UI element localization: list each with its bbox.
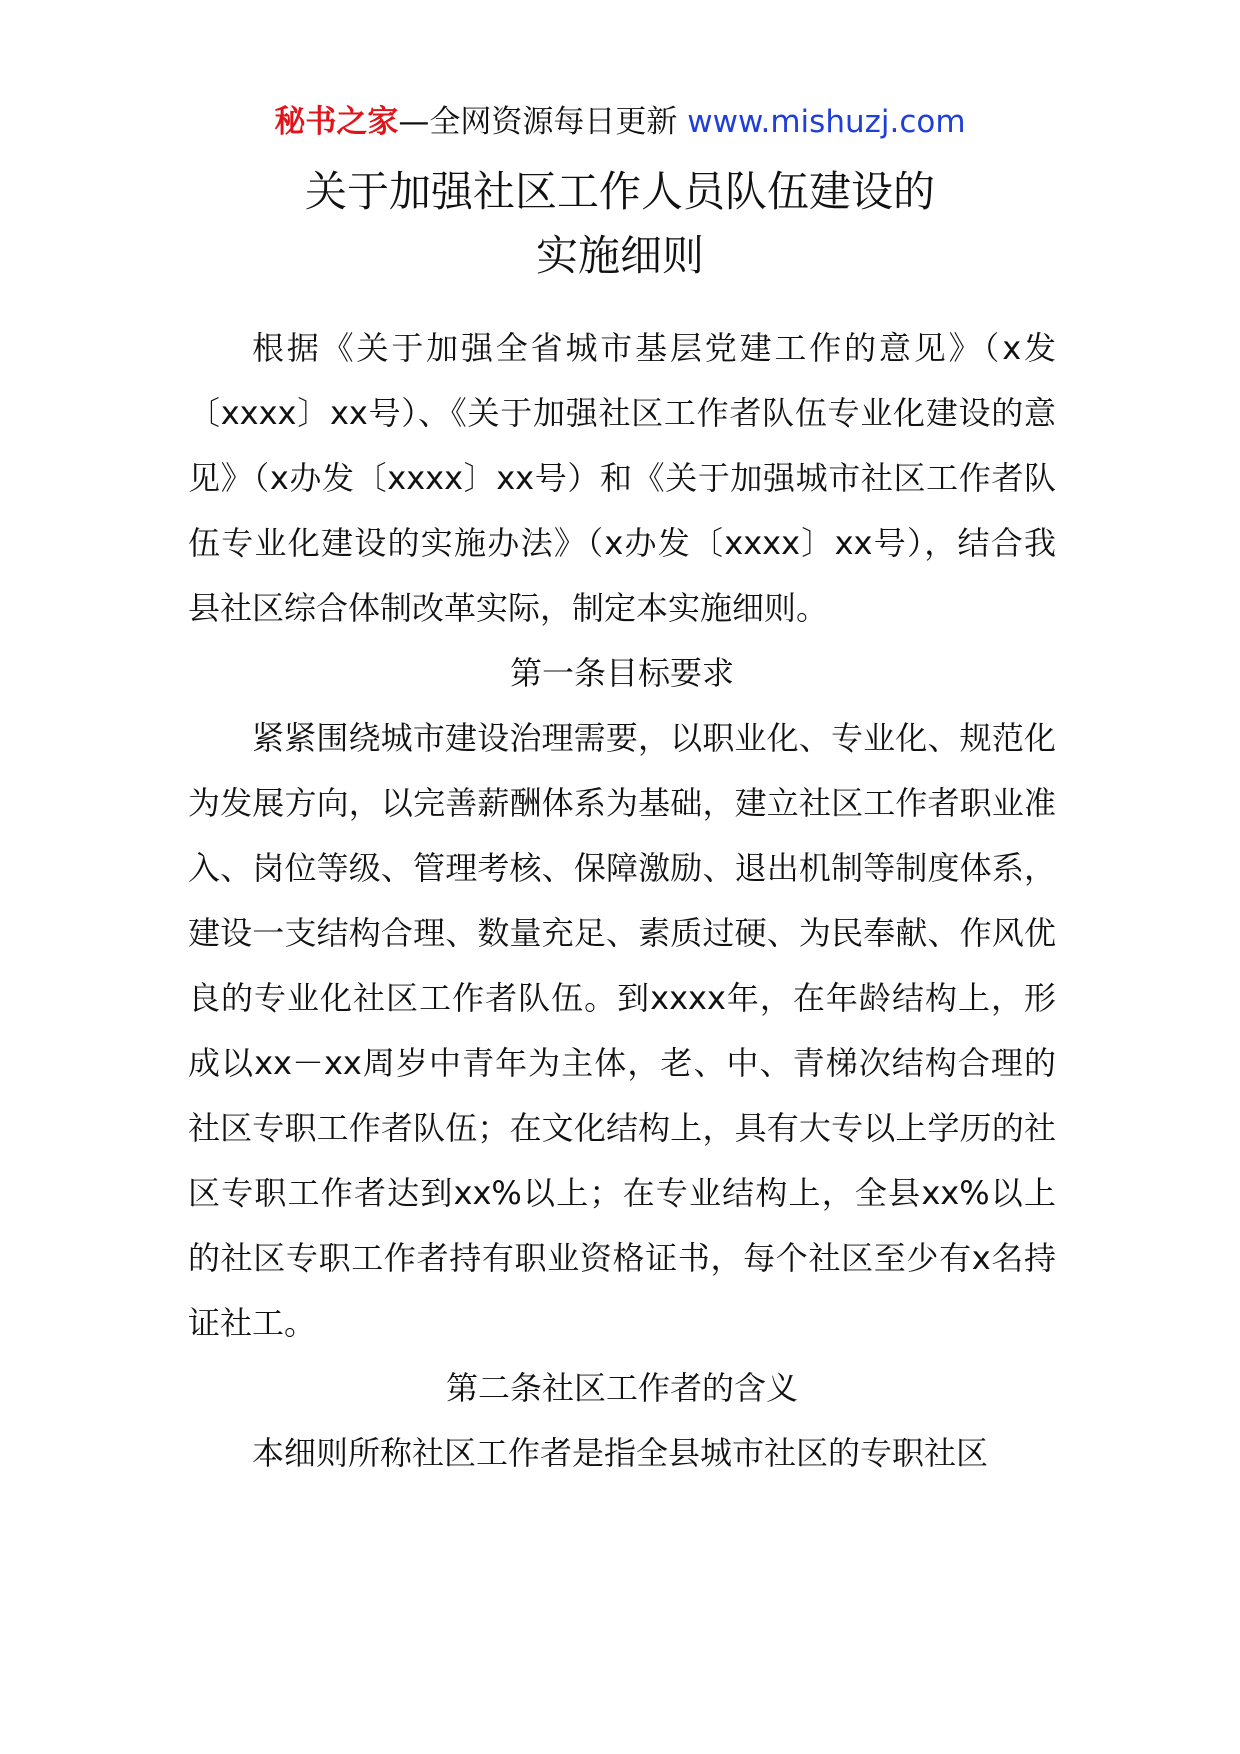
brand-name: 秘书之家	[274, 104, 399, 140]
banner-tagline: —全网资源每日更新	[398, 104, 678, 140]
document-title-line-2: 实施细则	[535, 231, 704, 280]
document-body	[188, 316, 1056, 1486]
site-url-link[interactable]: www.mishuzj.com	[687, 104, 966, 140]
document-title-line-1: 关于加强社区工作人员队伍建设的	[304, 167, 935, 216]
site-banner	[0, 100, 1240, 144]
article-2-heading: 第二条社区工作者的含义	[445, 1369, 798, 1407]
intro-paragraph: 根据《关于加强全省城市基层党建工作的意见》（x发〔xxxx〕xx号）、《关于加强社区工作者队伍专业化建设的意见》（x办发〔xxxx〕xx号）和《关于加强城市社区工作者队伍专业化建设的实施办法》（x办发〔xxxx〕xx号），结合我县社区综合体制改革实际，制定本实施细则。	[188, 329, 1056, 627]
article-2-paragraph: 本细则所称社区工作者是指全县城市社区的专职社区	[252, 1434, 989, 1472]
article-1-heading: 第一条目标要求	[509, 654, 734, 692]
article-1-paragraph: 紧紧围绕城市建设治理需要，以职业化、专业化、规范化为发展方向，以完善薪酬体系为基础，建立社区工作者职业准入、岗位等级、管理考核、保障激励、退出机制等制度体系，建设一支结构合理、数量充足、素质过硬、为民奉献、作风优良的专业化社区工作者队伍。到xxxx年，在年龄结构上，形成以xx－xx周岁中青年为主体，老、中、青梯次结构合理的社区专职工作者队伍；在文化结构上，具有大专以上学历的社区专职工作者达到xx%以上；在专业结构上，全县xx%以上的社区专职工作者持有职业资格证书，每个社区至少有x名持证社工。	[188, 719, 1056, 1342]
